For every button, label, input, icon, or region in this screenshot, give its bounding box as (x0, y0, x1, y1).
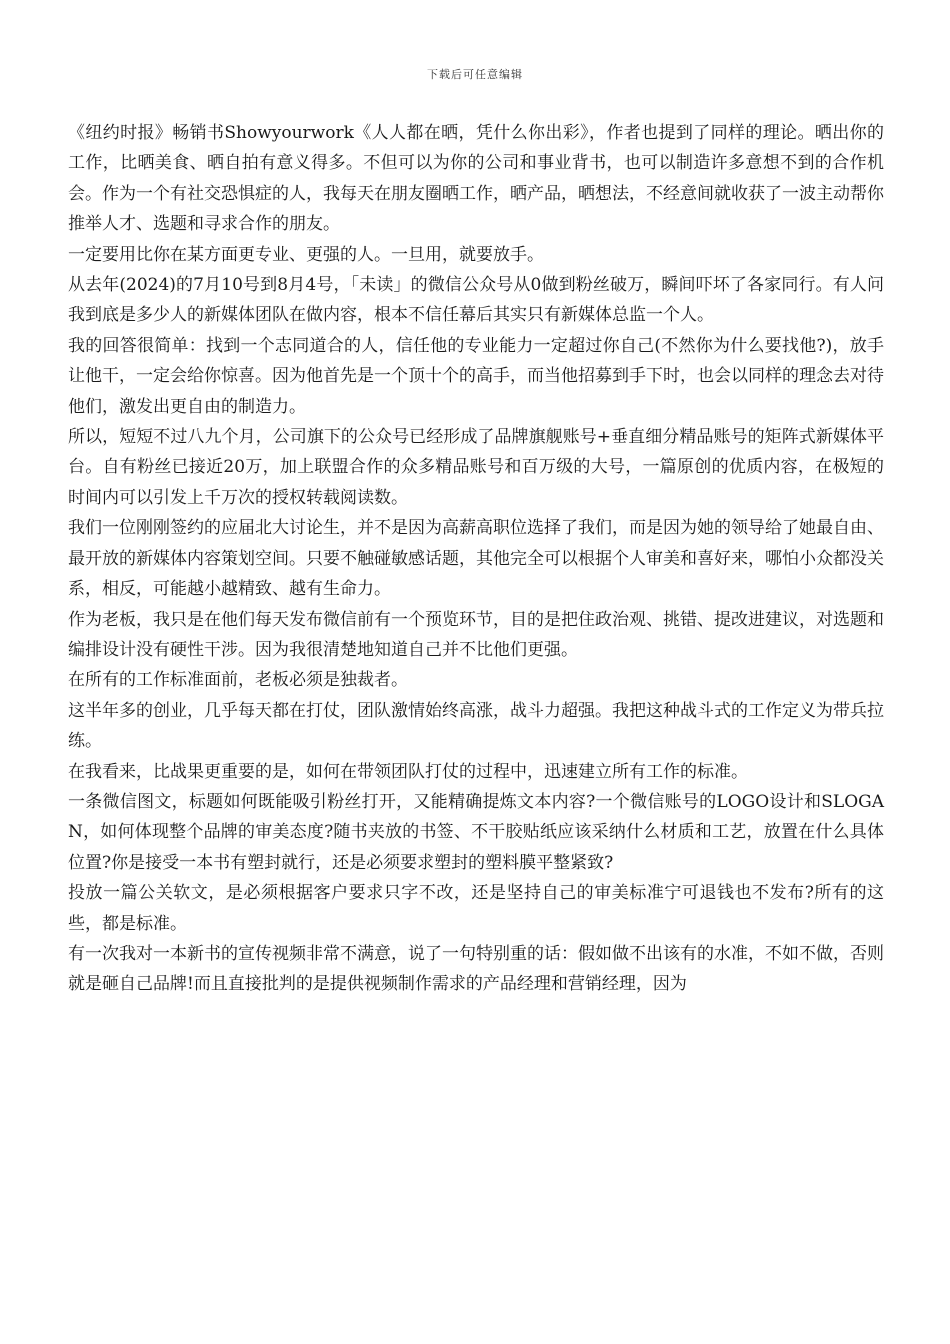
document-body (68, 118, 884, 1000)
page-header: 下载后可任意编辑 (427, 68, 523, 81)
paragraph-6: 我们一位刚刚签约的应届北大讨论生，并不是因为高薪高职位选择了我们，而是因为她的领导给了她最自由、最开放的新媒体内容策划空间。只要不触碰敏感话题，其他完全可以根据个人审美和喜好来，哪怕小众都没关系，相反，可能越小越精致、越有生命力。 (68, 518, 884, 600)
paragraph-2: 一定要用比你在某方面更专业、更强的人。一旦用，就要放手。 (68, 244, 544, 265)
paragraph-11: 一条微信图文，标题如何既能吸引粉丝打开，又能精确提炼文本内容?一个微信账号的LOGO设计和SLOGAN，如何体现整个品牌的审美态度?随书夹放的书签、不干胶贴纸应该采纳什么材质和工艺，放置在什么具体位置?你是接受一本书有塑封就行，还是必须要求塑封的塑料膜平整紧致? (68, 791, 884, 873)
paragraph-3: 从去年(2024)的7月10号到8月4号，「未读」的微信公众号从0做到粉丝破万，瞬间吓坏了各家同行。有人问我到底是多少人的新媒体团队在做内容，根本不信任幕后其实只有新媒体总监一个人。 (68, 275, 884, 326)
paragraph-13: 有一次我对一本新书的宣传视频非常不满意，说了一句特别重的话：假如做不出该有的水准，不如不做，否则就是砸自己品牌!而且直接批判的是提供视频制作需求的产品经理和营销经理，因为 (68, 943, 884, 995)
paragraph-1: 《纽约时报》畅销书Showyourwork《人人都在晒，凭什么你出彩》，作者也提到了同样的理论。晒出你的工作，比晒美食、晒自拍有意义得多。不但可以为你的公司和事业背书，也可以制造许多意想不到的合作机会。作为一个有社交恐惧症的人，我每天在朋友圈晒工作，晒产品，晒想法，不经意间就收获了一波主动帮你推举人才、选题和寻求合作的朋友。 (68, 123, 884, 235)
paragraph-5: 所以，短短不过八九个月，公司旗下的公众号已经形成了品牌旗舰账号+垂直细分精品账号的矩阵式新媒体平台。自有粉丝已接近20万，加上联盟合作的众多精品账号和百万级的大号，一篇原创的优质内容，在极短的时间内可以引发上千万次的授权转载阅读数。 (68, 427, 884, 508)
paragraph-8: 在所有的工作标准面前，老板必须是独裁者。 (68, 670, 408, 691)
paragraph-9: 这半年多的创业，几乎每天都在打仗，团队激情始终高涨，战斗力超强。我把这种战斗式的工作定义为带兵拉练。 (68, 700, 884, 752)
paragraph-12: 投放一篇公关软文，是必须根据客户要求只字不改，还是坚持自己的审美标准宁可退钱也不发布?所有的这些，都是标准。 (68, 883, 884, 934)
paragraph-10: 在我看来，比战果更重要的是，如何在带领团队打仗的过程中，迅速建立所有工作的标准。 (68, 761, 748, 782)
paragraph-7: 作为老板，我只是在他们每天发布微信前有一个预览环节，目的是把住政治观、挑错、提改进建议，对选题和编排设计没有硬性干涉。因为我很清楚地知道自己并不比他们更强。 (68, 609, 884, 660)
paragraph-4: 我的回答很简单：找到一个志同道合的人，信任他的专业能力一定超过你自己(不然你为什么要找他?)，放手让他干，一定会给你惊喜。因为他首先是一个顶十个的高手，而当他招募到手下时，也会以同样的理念去对待他们，激发出更自由的制造力。 (68, 335, 884, 417)
